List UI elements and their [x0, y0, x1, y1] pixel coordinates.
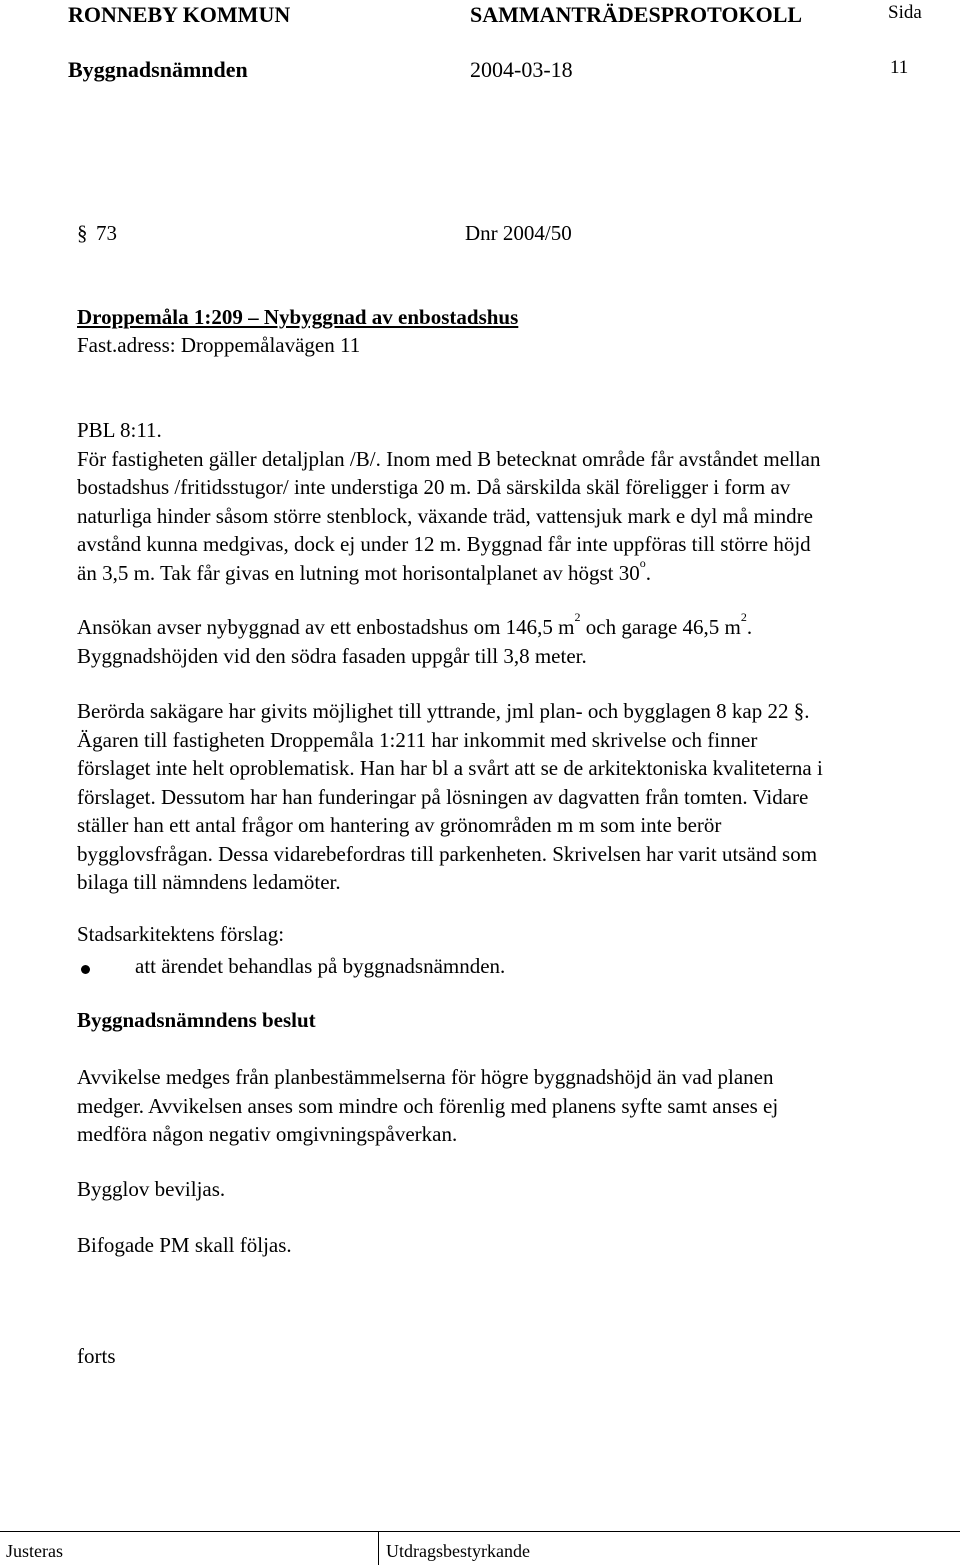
decision-paragraph	[77, 1063, 947, 1149]
municipality-name: RONNEBY KOMMUN	[68, 2, 291, 27]
footer-justeras: Justeras	[6, 1541, 63, 1561]
proposal-heading: Stadsarkitektens förslag:	[77, 922, 285, 946]
application-part2: och garage 46,5 m	[580, 615, 741, 639]
pbl-paragraph	[77, 416, 947, 587]
application-part3: .	[746, 615, 753, 639]
permit-granted: Bygglov beviljas.	[77, 1177, 226, 1201]
case-title: Droppemåla 1:209 – Nybyggnad av enbostadshus	[77, 305, 519, 329]
neighbors-line: bilaga till nämndens ledamöter.	[77, 870, 341, 894]
decision-line: medföra någon negativ omgivningspåverkan.	[77, 1122, 458, 1146]
attached-pm: Bifogade PM skall följas.	[77, 1233, 292, 1257]
neighbors-line: Berörda sakägare har givits möjlighet till yttrande, jml plan- och bygglagen 8 kap 22 §.	[77, 699, 810, 723]
proposal-item: att ärendet behandlas på byggnadsnämnden.	[135, 954, 506, 978]
application-paragraph	[77, 610, 947, 670]
footer-utdrag: Utdragsbestyrkande	[386, 1541, 530, 1561]
committee-name: Byggnadsnämnden	[68, 57, 248, 82]
sup-square-1: 2	[574, 610, 581, 624]
section-symbol: §	[77, 221, 88, 245]
degree-mark: o	[639, 555, 646, 570]
application-line	[77, 610, 947, 642]
decision-line: medger. Avvikelsen anses som mindre och förenlig med planens syfte samt anses ej	[77, 1093, 779, 1118]
page-label: Sida	[888, 2, 922, 23]
section-number: 73	[96, 221, 117, 245]
decision-heading: Byggnadsnämndens beslut	[77, 1008, 316, 1032]
protocol-title: SAMMANTRÄDESPROTOKOLL	[470, 2, 803, 27]
pbl-last-end: .	[645, 560, 651, 585]
continuation-note: forts	[77, 1344, 116, 1368]
neighbors-line: förslaget inte helt oproblematisk. Han har bl a svårt att se de arkitektoniska kvaliteterna i	[77, 756, 823, 780]
pbl-line: PBL 8:11.	[77, 418, 162, 442]
pbl-line: naturliga hinder såsom större stenblock, växande träd, vattensjuk mark e dyl må mindre	[77, 503, 813, 528]
pbl-last-text: än 3,5 m. Tak får givas en lutning mot horisontalplanet av högst 30	[77, 560, 640, 585]
bullet-icon	[81, 965, 90, 974]
footer-divider	[0, 1531, 960, 1532]
neighbors-paragraph	[77, 697, 947, 897]
sup-square-2: 2	[740, 610, 747, 624]
neighbors-line: Ägaren till fastigheten Droppemåla 1:211 har inkommit med skrivelse och finner	[77, 727, 758, 752]
neighbors-line: förslaget. Dessutom har han funderingar på lösningen av dagvatten från tomten. Vidare	[77, 784, 809, 809]
pbl-line: avstånd kunna medgivas, dock ej under 12 m. Byggnad får inte uppföras till större höjd	[77, 532, 811, 556]
application-part1: Ansökan avser nybyggnad av ett enbostadshus om 146,5 m	[77, 615, 575, 639]
neighbors-line: ställer han ett antal frågor om hantering av grönområden m m som inte berör	[77, 813, 722, 837]
pbl-last-line	[77, 555, 947, 588]
case-number: Dnr 2004/50	[465, 221, 572, 245]
decision-line: Avvikelse medges från planbestämmelserna för högre byggnadshöjd än vad planen	[77, 1065, 774, 1089]
neighbors-line: bygglovsfrågan. Dessa vidarebefordras till parkenheten. Skrivelsen har varit utsänd som	[77, 841, 818, 866]
pbl-line: bostadshus /fritidsstugor/ inte understiga 20 m. Då särskilda skäl föreligger i form av	[77, 475, 791, 499]
footer-separator	[378, 1531, 379, 1565]
property-address: Fast.adress: Droppemålavägen 11	[77, 333, 361, 357]
page-number: 11	[890, 57, 909, 78]
meeting-date: 2004-03-18	[470, 57, 573, 82]
building-height-line: Byggnadshöjden vid den södra fasaden uppgår till 3,8 meter.	[77, 643, 587, 668]
pbl-line: För fastigheten gäller detaljplan /B/. Inom med B betecknat område får avståndet mellan	[77, 446, 821, 471]
